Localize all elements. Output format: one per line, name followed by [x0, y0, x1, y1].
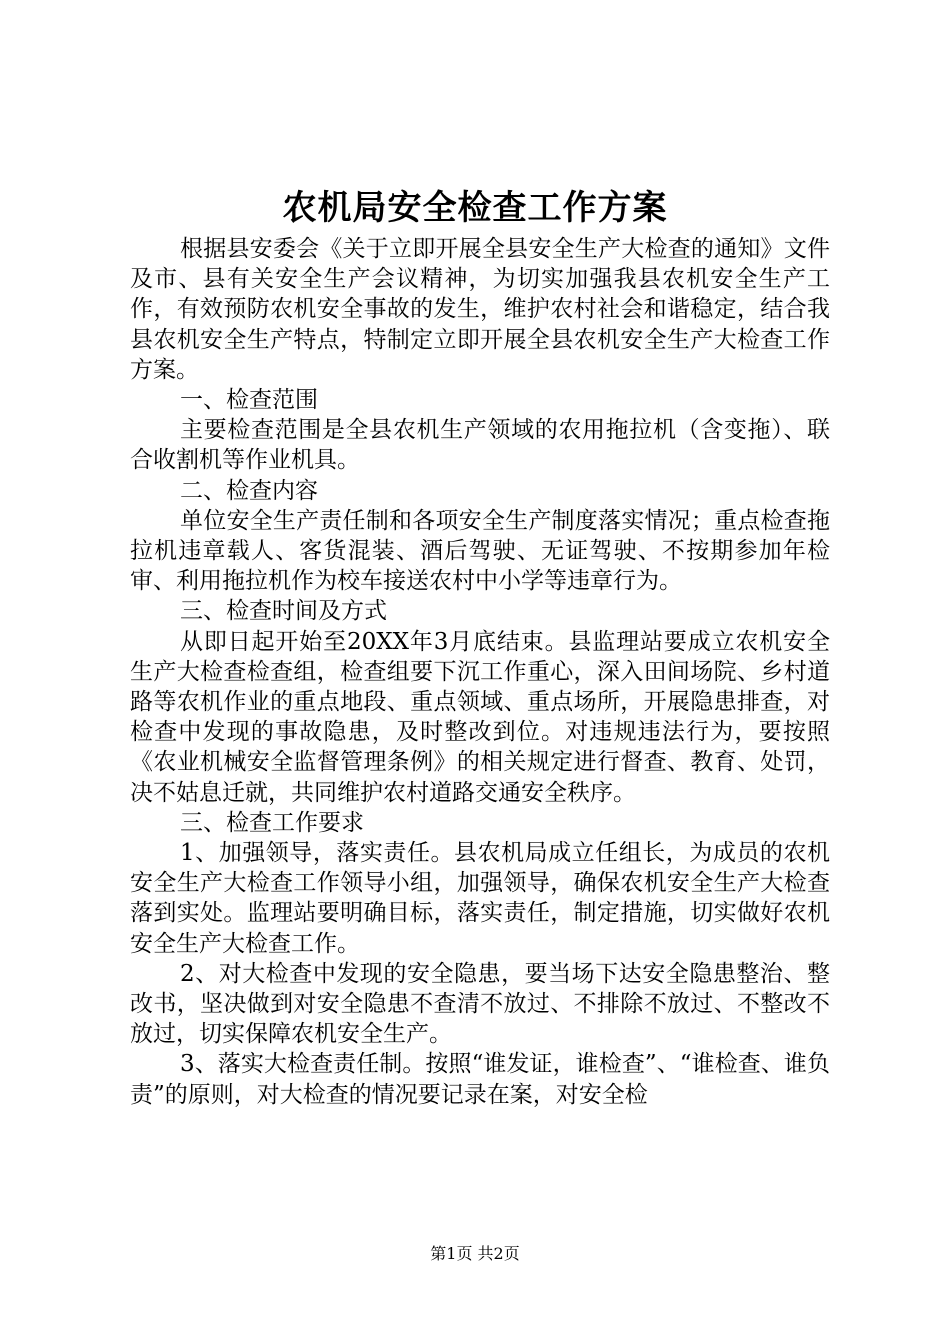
document-title: 农机局安全检查工作方案	[282, 188, 668, 228]
section-heading: 三、检查时间及方式	[180, 598, 387, 625]
paragraph: 从即日起开始至20XX年3月底结束。县监理站要成立农机安全生产大检查检查组，检查组要下沉工作重心，深入田间场院、乡村道路等农机作业的重点地段、重点领域、重点场所，开展隐患排查，对检查中发现的事故隐患，及时整改到位。对违规违法行为，要按照《农业机械安全监督管理条例》的相关规定进行督查、教育、处罚，决不姑息迁就，共同维护农村道路交通安全秩序。	[130, 628, 830, 806]
paragraph: 主要检查范围是全县农机生产领域的农用拖拉机（含变拖）、联合收割机等作业机具。	[130, 417, 830, 474]
section-heading: 二、检查内容	[180, 477, 318, 504]
paragraph: 单位安全生产责任制和各项安全生产制度落实情况；重点检查拖拉机违章载人、客货混装、酒后驾驶、无证驾驶、不按期参加年检审、利用拖拉机作为校车接送农村中小学等违章行为。	[130, 507, 830, 595]
page-footer: 第1页 共2页	[430, 1244, 520, 1263]
section-heading: 三、检查工作要求	[180, 809, 364, 836]
paragraph: 2、对大检查中发现的安全隐患，要当场下达安全隐患整治、整改书，坚决做到对安全隐患不查清不放过、不排除不放过、不整改不放过，切实保障农机安全生产。	[130, 960, 830, 1048]
paragraph: 1、加强领导，落实责任。县农机局成立任组长，为成员的农机安全生产大检查工作领导小组，加强领导，确保农机安全生产大检查落到实处。监理站要明确目标，落实责任，制定措施，切实做好农机安全生产大检查工作。	[130, 840, 830, 957]
section-heading: 一、检查范围	[180, 387, 318, 414]
paragraph: 根据县安委会《关于立即开展全县安全生产大检查的通知》文件及市、县有关安全生产会议精神，为切实加强我县农机安全生产工作，有效预防农机安全事故的发生，维护农村社会和谐稳定，结合我县农机安全生产特点，特制定立即开展全县农机安全生产大检查工作方案。	[130, 236, 830, 383]
paragraph: 3、落实大检查责任制。按照“谁发证，谁检查”、“谁检查、谁负责”的原则，对大检查的情况要记录在案，对安全检	[130, 1051, 830, 1108]
document-body	[130, 234, 830, 1110]
